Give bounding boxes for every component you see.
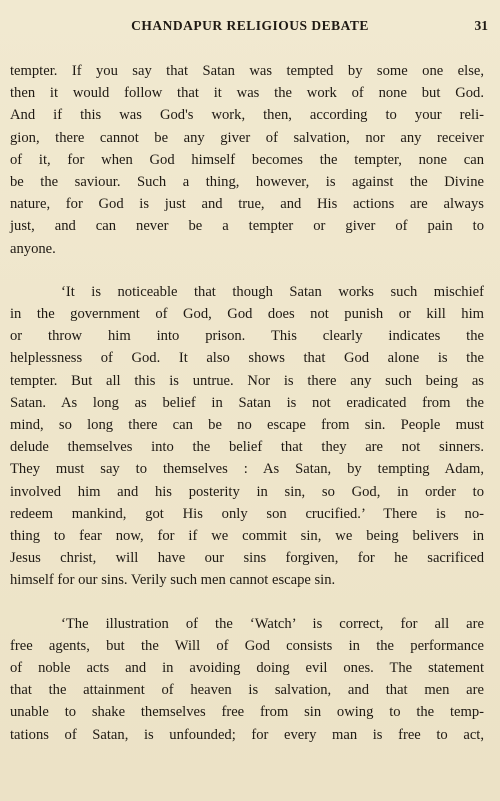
text-line: thing to fear now, for if we commit sin, we being belivers in [10, 528, 484, 545]
text-line: of it, for when God himself becomes the tempter, none can [10, 151, 484, 168]
text-line: then it would follow that it was the work of none but God. [10, 85, 484, 102]
paragraph [10, 281, 484, 592]
text-line: be the saviour. Such a thing, however, is against the Divine [10, 174, 484, 191]
text-line: They must say to themselves : As Satan, by tempting Adam, [10, 461, 484, 478]
text-line: just, and can never be a tempter or giver of pain to [10, 218, 484, 235]
text-line: involved him and his posterity in sin, so God, in order to [10, 483, 484, 500]
text-line: Jesus christ, will have our sins forgiven, for he sacrificed [10, 550, 484, 567]
body-text [10, 60, 484, 767]
text-line: ‘The illustration of the ‘Watch’ is correct, for all are [61, 615, 484, 632]
text-line: delude themselves into the belief that they are not sinners. [10, 439, 484, 456]
running-head [0, 18, 500, 38]
text-line: free agents, but the Will of God consists in the performance [10, 637, 484, 654]
text-line: gion, there cannot be any giver of salvation, nor any receiver [10, 129, 484, 146]
text-line: in the government of God, God does not punish or kill him [10, 306, 484, 323]
text-line: himself for our sins. Verily such men cannot escape sin. [10, 572, 336, 589]
running-title: CHANDAPUR RELIGIOUS DEBATE [131, 18, 369, 33]
text-line: unable to shake themselves free from sin owing to the temp- [10, 704, 484, 721]
text-line: mind, so long there can be no escape from sin. People must [10, 417, 484, 434]
text-line: tempter. If you say that Satan was tempted by some one else, [10, 63, 484, 79]
text-line: And if this was God's work, then, according to your reli- [10, 107, 484, 124]
paragraph [10, 60, 484, 260]
paragraph [10, 613, 484, 746]
text-line: anyone. [10, 240, 56, 257]
page-number: 31 [474, 18, 488, 33]
text-line: or throw him into prison. This clearly indicates the [10, 328, 484, 345]
text-line: Satan. As long as belief in Satan is not eradicated from the [10, 394, 484, 411]
text-line: redeem mankind, got His only son crucified.’ There is no- [10, 505, 484, 522]
text-line: of noble acts and in avoiding doing evil ones. The statement [10, 660, 484, 677]
text-line: ‘It is noticeable that though Satan works such mischief [61, 283, 484, 300]
text-line: tempter. But all this is untrue. Nor is there any such being as [10, 372, 484, 389]
text-line: nature, for God is just and true, and His actions are always [10, 196, 484, 213]
text-line: helplessness of God. It also shows that God alone is the [10, 350, 484, 367]
text-line: tations of Satan, is unfounded; for every man is free to act, [10, 726, 484, 743]
text-line: that the attainment of heaven is salvation, and that men are [10, 682, 484, 699]
